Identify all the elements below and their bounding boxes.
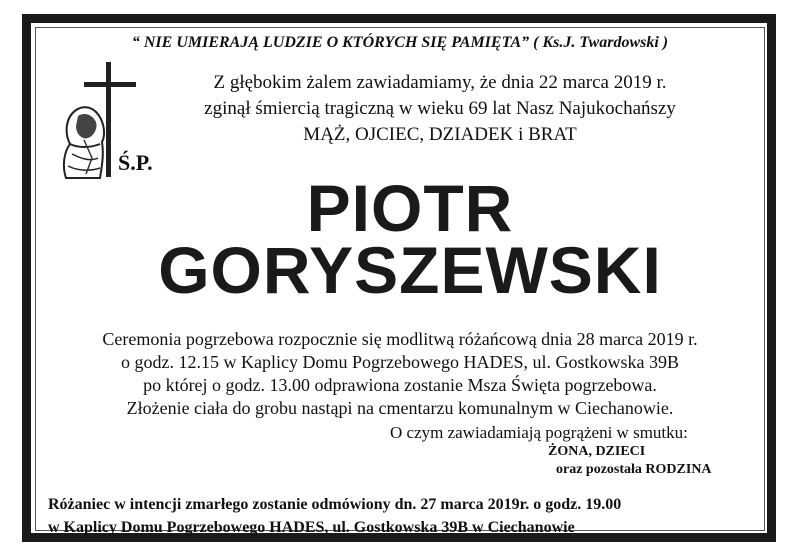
mourners-intro: O czym zawiadamiają pogrążeni w smutku: (390, 423, 688, 442)
motto-author: ( Ks.J. Twardowski ) (533, 34, 669, 51)
ceremony-line-1: Ceremonia pogrzebowa rozpocznie się modlitwą różańcową dnia 28 marca 2019 r. (102, 329, 698, 349)
rosary-line-1: Różaniec w intencji zmarłego zostanie odmówiony dn. 27 marca 2019r. o godz. 19.00 (48, 496, 622, 513)
motto-quote: “ NIE UMIERAJĄ LUDZIE O KTÓRYCH SIĘ PAMIĘTA” (131, 34, 530, 51)
deceased-first-name: PIOTR (306, 171, 514, 245)
ceremony-line-3: po której o godz. 13.00 odprawiona zostanie Msza Święta pogrzebowa. (143, 375, 657, 395)
rosary-line-2: w Kaplicy Domu Pogrzebowego HADES, ul. Gostkowska 39B w Ciechanowie (48, 519, 575, 536)
ceremony-line-2: o godz. 12.15 w Kaplicy Domu Pogrzebowego HADES, ul. Gostkowska 39B (121, 352, 679, 372)
announcement-intro (160, 70, 720, 148)
intro-line-2: zginął śmiercią tragiczną w wieku 69 lat Nasz Najukochańszy (204, 98, 676, 119)
mourners-line-1: ŻONA, DZIECI (548, 444, 646, 459)
intro-line-1: Z głębokim żalem zawiadamiamy, że dnia 22 marca 2019 r. (213, 72, 667, 93)
sp-label: Ś.P. (118, 150, 153, 175)
deceased-last-name: GORYSZEWSKI (158, 233, 662, 307)
intro-line-3: MĄŻ, OJCIEC, DZIADEK i BRAT (303, 124, 577, 145)
mourners-line-2: oraz pozostała RODZINA (556, 462, 712, 477)
motto (44, 34, 756, 52)
ceremony-line-4: Złożenie ciała do grobu nastąpi na cmentarzu komunalnym w Ciechanowie. (126, 398, 674, 418)
ceremony-details (40, 328, 760, 420)
rosary-info (48, 493, 621, 539)
